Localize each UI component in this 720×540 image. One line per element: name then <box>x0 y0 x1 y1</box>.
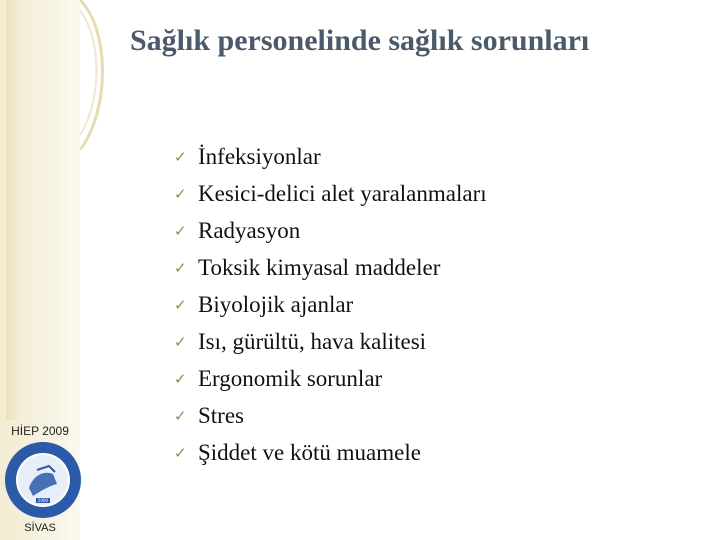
list-item-text: Stres <box>198 402 244 428</box>
bullet-icon: ✓ <box>174 147 187 166</box>
list-item-text: Kesici-delici alet yaralanmaları <box>198 180 487 206</box>
list-item <box>174 138 487 175</box>
list-item <box>174 286 487 323</box>
bullet-icon: ✓ <box>174 295 187 314</box>
society-emblem-icon <box>3 440 83 520</box>
list-item <box>174 323 487 360</box>
bullet-list <box>174 138 487 471</box>
bullet-icon: ✓ <box>174 258 187 277</box>
list-item-text: Radyasyon <box>198 217 301 243</box>
logo-top-label: HİEP 2009 <box>11 424 69 438</box>
list-item-text: Biyolojik ajanlar <box>198 291 354 317</box>
list-item-text: Toksik kimyasal maddeler <box>198 254 441 280</box>
bullet-icon: ✓ <box>174 443 187 462</box>
bullet-icon: ✓ <box>174 332 187 351</box>
decorative-stripe <box>6 0 20 420</box>
decorative-swirl <box>80 0 120 150</box>
bullet-icon: ✓ <box>174 184 187 203</box>
bullet-icon: ✓ <box>174 406 187 425</box>
list-item <box>174 360 487 397</box>
list-item-text: İnfeksiyonlar <box>198 143 321 169</box>
list-item <box>174 212 487 249</box>
list-item <box>174 249 487 286</box>
bullet-icon: ✓ <box>174 369 187 388</box>
list-item-text: Isı, gürültü, hava kalitesi <box>198 328 427 354</box>
list-item <box>174 175 487 212</box>
slide-title: Sağlık personelinde sağlık sorunları <box>130 24 590 57</box>
list-item-text: Şiddet ve kötü muamele <box>198 439 421 465</box>
logo-bottom-label: SİVAS <box>24 522 56 534</box>
list-item-text: Ergonomik sorunlar <box>198 365 383 391</box>
bullet-icon: ✓ <box>174 221 187 240</box>
logo-year: 2000 <box>37 498 49 503</box>
list-item <box>174 397 487 434</box>
list-item <box>174 434 487 471</box>
